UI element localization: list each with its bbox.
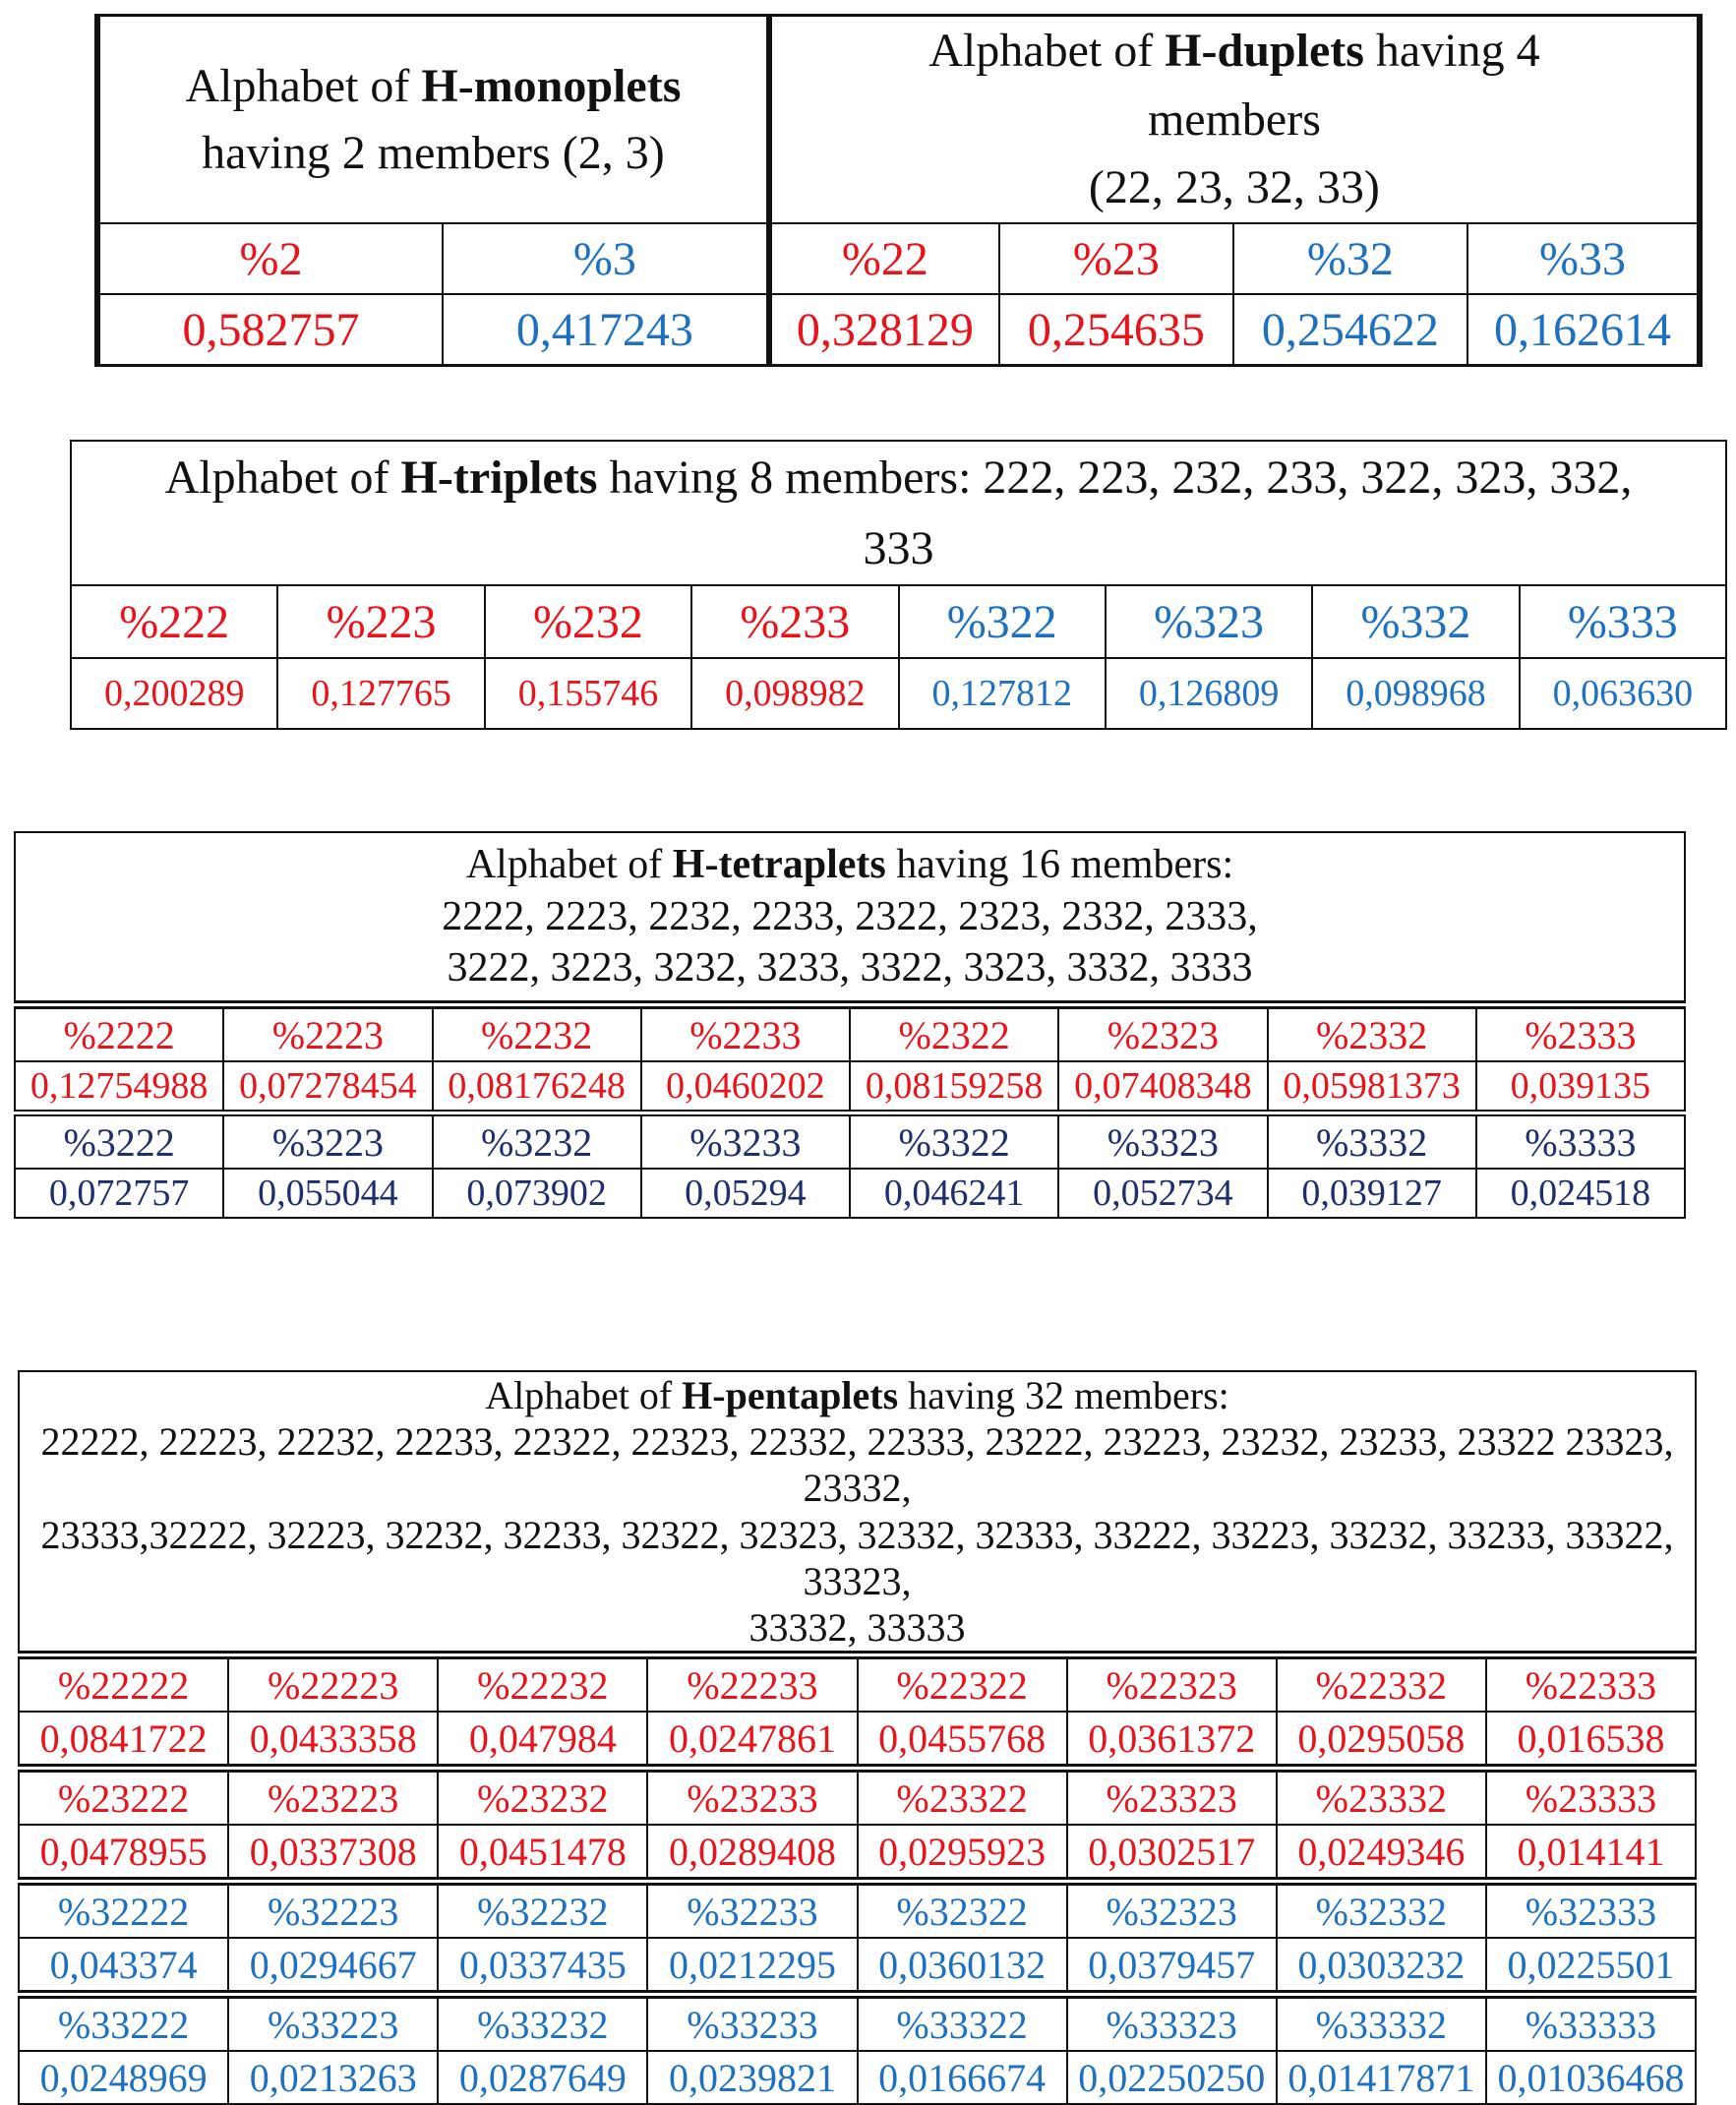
pentaplet-label: %22322	[858, 1655, 1067, 1713]
pentaplet-label: %33323	[1067, 1995, 1277, 2052]
pentaplet-label: %23223	[228, 1769, 438, 1826]
pentaplet-value: 0,0287649	[438, 2051, 647, 2104]
pentaplet-value: 0,0360132	[858, 1938, 1067, 1995]
pentaplet-label: %33322	[858, 1995, 1067, 2052]
tetraplet-label: %2222	[15, 1005, 223, 1062]
tetraplet-value: 0,072757	[15, 1169, 223, 1218]
pentaplet-value: 0,0225501	[1486, 1938, 1696, 1995]
tetraplet-label: %2232	[433, 1005, 641, 1062]
triplets-table	[70, 440, 1727, 730]
pentaplet-label: %22222	[19, 1655, 228, 1713]
pentaplet-value: 0,0361372	[1067, 1712, 1277, 1769]
pentaplet-value: 0,0212295	[647, 1938, 857, 1995]
pentaplet-label: %32232	[438, 1882, 647, 1939]
tetraplet-label: %3332	[1268, 1113, 1476, 1170]
pentaplet-label: %22233	[647, 1655, 857, 1713]
pentaplet-label: %23233	[647, 1769, 857, 1826]
pentaplet-value: 0,0213263	[228, 2051, 438, 2104]
pentaplet-label: %22232	[438, 1655, 647, 1713]
pentaplet-label: %32333	[1486, 1882, 1696, 1939]
triplet-label: %322	[899, 585, 1106, 658]
pentaplet-label: %23232	[438, 1769, 647, 1826]
duplet-label: %22	[769, 223, 999, 294]
tetraplet-label: %3223	[223, 1113, 432, 1170]
pentaplet-value: 0,0337308	[228, 1825, 438, 1882]
pentaplet-label: %32322	[858, 1882, 1067, 1939]
tetraplet-value: 0,055044	[223, 1169, 432, 1218]
pentaplet-value: 0,02250250	[1067, 2051, 1277, 2104]
duplets-title: Alphabet of H-duplets having 4 members (22, 23, 32, 33)	[769, 16, 1700, 224]
triplet-value: 0,127765	[277, 658, 484, 729]
tetraplet-value: 0,07278454	[223, 1061, 432, 1113]
pentaplet-label: %33233	[647, 1995, 857, 2052]
pentaplet-value: 0,0451478	[438, 1825, 647, 1882]
tetraplet-label: %2323	[1058, 1005, 1267, 1062]
pentaplet-label: %32222	[19, 1882, 228, 1939]
pentaplet-label: %33222	[19, 1995, 228, 2052]
pentaplet-value: 0,016538	[1486, 1712, 1696, 1769]
pentaplet-value: 0,0249346	[1277, 1825, 1486, 1882]
pentaplet-label: %22323	[1067, 1655, 1277, 1713]
pentaplet-value: 0,0247861	[647, 1712, 857, 1769]
tetraplet-value: 0,073902	[433, 1169, 641, 1218]
monoplets-title: Alphabet of H-monoplets having 2 members (2, 3)	[97, 16, 769, 224]
tetraplet-value: 0,05981373	[1268, 1061, 1476, 1113]
pentaplet-value: 0,0295058	[1277, 1712, 1486, 1769]
pentaplet-label: %33232	[438, 1995, 647, 2052]
tetraplet-label: %2332	[1268, 1005, 1476, 1062]
triplet-value: 0,155746	[485, 658, 691, 729]
duplet-label: %32	[1233, 223, 1467, 294]
pentaplet-label: %32323	[1067, 1882, 1277, 1939]
pentaplet-label: %22223	[228, 1655, 438, 1713]
pentaplet-value: 0,047984	[438, 1712, 647, 1769]
tetraplet-label: %3222	[15, 1113, 223, 1170]
pentaplet-value: 0,043374	[19, 1938, 228, 1995]
tetraplet-value: 0,0460202	[641, 1061, 850, 1113]
tetraplet-label: %2322	[850, 1005, 1058, 1062]
pentaplet-label: %23323	[1067, 1769, 1277, 1826]
triplet-value: 0,063630	[1520, 658, 1726, 729]
duplet-value: 0,254622	[1233, 294, 1467, 366]
pentaplet-value: 0,01036468	[1486, 2051, 1696, 2104]
pentaplet-label: %22332	[1277, 1655, 1486, 1713]
triplet-label: %323	[1106, 585, 1312, 658]
monoplet-value: 0,417243	[443, 294, 769, 366]
triplet-value: 0,098982	[691, 658, 898, 729]
pentaplet-value: 0,0455768	[858, 1712, 1067, 1769]
pentaplet-value: 0,0248969	[19, 2051, 228, 2104]
triplet-label: %333	[1520, 585, 1726, 658]
pentaplet-value: 0,0433358	[228, 1712, 438, 1769]
pentaplet-value: 0,0166674	[858, 2051, 1067, 2104]
pentaplet-value: 0,0289408	[647, 1825, 857, 1882]
duplet-value: 0,162614	[1467, 294, 1700, 366]
pentaplet-label: %33223	[228, 1995, 438, 2052]
tetraplet-label: %2223	[223, 1005, 432, 1062]
pentaplet-label: %23332	[1277, 1769, 1486, 1826]
pentaplet-label: %32233	[647, 1882, 857, 1939]
pentaplet-label: %23222	[19, 1769, 228, 1826]
triplet-label: %332	[1312, 585, 1519, 658]
tetraplet-value: 0,05294	[641, 1169, 850, 1218]
pentaplet-label: %33333	[1486, 1995, 1696, 2052]
tetraplet-value: 0,039135	[1476, 1061, 1685, 1113]
pentaplet-value: 0,014141	[1486, 1825, 1696, 1882]
duplet-value: 0,254635	[999, 294, 1233, 366]
tetraplet-value: 0,07408348	[1058, 1061, 1267, 1113]
pentaplet-value: 0,0239821	[647, 2051, 857, 2104]
pentaplet-value: 0,0302517	[1067, 1825, 1277, 1882]
pentaplet-value: 0,0294667	[228, 1938, 438, 1995]
tetraplet-label: %3333	[1476, 1113, 1685, 1170]
pentaplet-value: 0,0337435	[438, 1938, 647, 1995]
pentaplet-label: %22333	[1486, 1655, 1696, 1713]
tetraplets-table	[14, 831, 1686, 1219]
pentaplet-label: %32223	[228, 1882, 438, 1939]
duplet-label: %23	[999, 223, 1233, 294]
tetraplet-label: %3232	[433, 1113, 641, 1170]
monoplet-label: %2	[97, 223, 443, 294]
pentaplet-value: 0,0295923	[858, 1825, 1067, 1882]
pentaplet-value: 0,01417871	[1277, 2051, 1486, 2104]
pentaplet-label: %32332	[1277, 1882, 1486, 1939]
monoplet-label: %3	[443, 223, 769, 294]
pentaplet-label: %33332	[1277, 1995, 1486, 2052]
triplet-label: %232	[485, 585, 691, 658]
duplet-label: %33	[1467, 223, 1700, 294]
tetraplet-label: %2233	[641, 1005, 850, 1062]
triplet-value: 0,127812	[899, 658, 1106, 729]
monoplet-value: 0,582757	[97, 294, 443, 366]
tetraplet-label: %3233	[641, 1113, 850, 1170]
tetraplet-label: %3322	[850, 1113, 1058, 1170]
triplet-value: 0,098968	[1312, 658, 1519, 729]
pentaplet-label: %23333	[1486, 1769, 1696, 1826]
tetraplet-value: 0,08159258	[850, 1061, 1058, 1113]
duplet-value: 0,328129	[769, 294, 999, 366]
pentaplet-value: 0,0303232	[1277, 1938, 1486, 1995]
pentaplet-label: %23322	[858, 1769, 1067, 1826]
triplet-value: 0,200289	[71, 658, 277, 729]
triplets-title: Alphabet of H-triplets having 8 members: 222, 223, 232, 233, 322, 323, 332, 333	[71, 441, 1726, 585]
monoplets-duplets-table	[94, 14, 1703, 367]
tetraplet-value: 0,052734	[1058, 1169, 1267, 1218]
tetraplet-value: 0,039127	[1268, 1169, 1476, 1218]
tetraplet-label: %2333	[1476, 1005, 1685, 1062]
tetraplet-value: 0,024518	[1476, 1169, 1685, 1218]
tetraplets-title: Alphabet of H-tetraplets having 16 members: 2222, 2223, 2232, 2233, 2322, 2323, 2332, 2333, 3222, 3223, 3232, 3233, 3322, 3323, 3332, 3333	[15, 832, 1685, 1005]
pentaplet-value: 0,0841722	[19, 1712, 228, 1769]
triplet-label: %223	[277, 585, 484, 658]
pentaplet-value: 0,0478955	[19, 1825, 228, 1882]
pentaplets-table	[18, 1370, 1697, 2105]
pentaplets-title: Alphabet of H-pentaplets having 32 members: 22222, 22223, 22232, 22233, 22322, 22323, 22332, 22333, 23222, 23223, 23232, 23233, 23322 23323, 23332, 23333,32222, 32223, 32232, 32233, 32322, 32323, 32332, 32333, 33222, 33223, 33232, 33233, 33322, 33323, 33332, 33333	[19, 1371, 1696, 1655]
tetraplet-value: 0,046241	[850, 1169, 1058, 1218]
tetraplet-value: 0,12754988	[15, 1061, 223, 1113]
triplet-value: 0,126809	[1106, 658, 1312, 729]
tetraplet-value: 0,08176248	[433, 1061, 641, 1113]
triplet-label: %222	[71, 585, 277, 658]
pentaplet-value: 0,0379457	[1067, 1938, 1277, 1995]
triplet-label: %233	[691, 585, 898, 658]
tetraplet-label: %3323	[1058, 1113, 1267, 1170]
